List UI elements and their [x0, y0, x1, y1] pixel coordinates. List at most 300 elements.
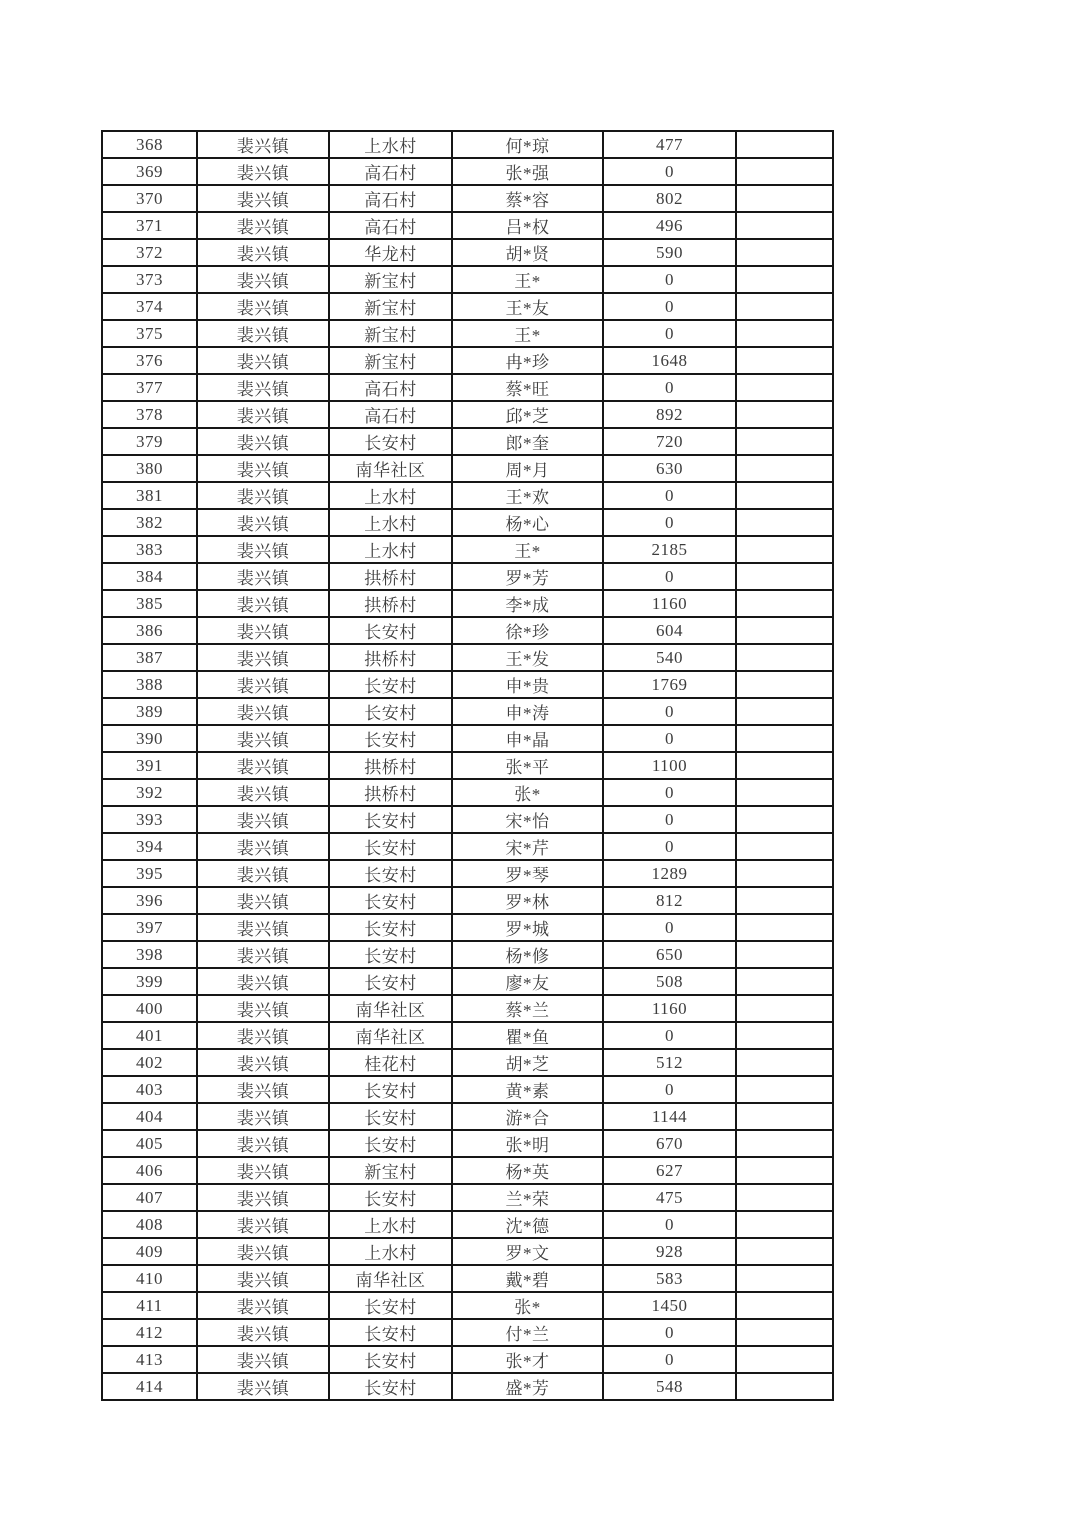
- cell-serial: 398: [102, 941, 197, 968]
- table-row: [102, 239, 833, 266]
- cell-amount: 0: [603, 833, 736, 860]
- cell-town: 裴兴镇: [197, 266, 329, 293]
- cell-serial: 393: [102, 806, 197, 833]
- cell-village: 华龙村: [329, 239, 452, 266]
- cell-town: 裴兴镇: [197, 671, 329, 698]
- cell-serial: 378: [102, 401, 197, 428]
- cell-serial: 407: [102, 1184, 197, 1211]
- cell-village: 上水村: [329, 482, 452, 509]
- cell-town: 裴兴镇: [197, 1292, 329, 1319]
- table-row: [102, 590, 833, 617]
- cell-town: 裴兴镇: [197, 455, 329, 482]
- cell-blank: [736, 833, 833, 860]
- cell-blank: [736, 1373, 833, 1400]
- cell-village: 长安村: [329, 671, 452, 698]
- cell-amount: 0: [603, 509, 736, 536]
- cell-village: 长安村: [329, 1346, 452, 1373]
- cell-village: 南华社区: [329, 1265, 452, 1292]
- cell-name: 张*才: [452, 1346, 603, 1373]
- cell-town: 裴兴镇: [197, 1130, 329, 1157]
- cell-amount: 1160: [603, 995, 736, 1022]
- cell-serial: 402: [102, 1049, 197, 1076]
- table-row: [102, 1130, 833, 1157]
- cell-blank: [736, 1076, 833, 1103]
- cell-blank: [736, 1184, 833, 1211]
- cell-blank: [736, 455, 833, 482]
- cell-serial: 405: [102, 1130, 197, 1157]
- cell-amount: 477: [603, 131, 736, 158]
- cell-town: 裴兴镇: [197, 590, 329, 617]
- cell-blank: [736, 266, 833, 293]
- cell-village: 长安村: [329, 617, 452, 644]
- cell-blank: [736, 158, 833, 185]
- cell-serial: 410: [102, 1265, 197, 1292]
- cell-town: 裴兴镇: [197, 833, 329, 860]
- cell-serial: 380: [102, 455, 197, 482]
- cell-amount: 0: [603, 725, 736, 752]
- table-row: [102, 1346, 833, 1373]
- cell-town: 裴兴镇: [197, 1211, 329, 1238]
- cell-name: 王*: [452, 536, 603, 563]
- table-row: [102, 374, 833, 401]
- cell-town: 裴兴镇: [197, 1373, 329, 1400]
- cell-blank: [736, 779, 833, 806]
- cell-blank: [736, 995, 833, 1022]
- cell-name: 申*涛: [452, 698, 603, 725]
- cell-serial: 379: [102, 428, 197, 455]
- cell-blank: [736, 590, 833, 617]
- cell-town: 裴兴镇: [197, 347, 329, 374]
- cell-town: 裴兴镇: [197, 1076, 329, 1103]
- cell-amount: 720: [603, 428, 736, 455]
- table-row: [102, 509, 833, 536]
- cell-amount: 1160: [603, 590, 736, 617]
- cell-village: 拱桥村: [329, 590, 452, 617]
- cell-village: 南华社区: [329, 1022, 452, 1049]
- cell-blank: [736, 1022, 833, 1049]
- cell-serial: 408: [102, 1211, 197, 1238]
- cell-name: 盛*芳: [452, 1373, 603, 1400]
- table-row: [102, 1022, 833, 1049]
- cell-amount: 583: [603, 1265, 736, 1292]
- cell-town: 裴兴镇: [197, 1022, 329, 1049]
- cell-town: 裴兴镇: [197, 779, 329, 806]
- cell-blank: [736, 725, 833, 752]
- table-row: [102, 131, 833, 158]
- cell-town: 裴兴镇: [197, 131, 329, 158]
- cell-village: 桂花村: [329, 1049, 452, 1076]
- cell-name: 宋*怡: [452, 806, 603, 833]
- cell-village: 新宝村: [329, 266, 452, 293]
- cell-town: 裴兴镇: [197, 887, 329, 914]
- cell-serial: 392: [102, 779, 197, 806]
- table-row: [102, 644, 833, 671]
- cell-serial: 388: [102, 671, 197, 698]
- table-row: [102, 941, 833, 968]
- cell-town: 裴兴镇: [197, 644, 329, 671]
- cell-serial: 372: [102, 239, 197, 266]
- cell-village: 长安村: [329, 968, 452, 995]
- cell-serial: 381: [102, 482, 197, 509]
- cell-town: 裴兴镇: [197, 1238, 329, 1265]
- cell-town: 裴兴镇: [197, 1346, 329, 1373]
- cell-serial: 409: [102, 1238, 197, 1265]
- cell-village: 上水村: [329, 131, 452, 158]
- cell-village: 新宝村: [329, 293, 452, 320]
- cell-amount: 496: [603, 212, 736, 239]
- cell-amount: 548: [603, 1373, 736, 1400]
- cell-amount: 0: [603, 1319, 736, 1346]
- cell-town: 裴兴镇: [197, 293, 329, 320]
- cell-serial: 397: [102, 914, 197, 941]
- cell-blank: [736, 806, 833, 833]
- cell-serial: 400: [102, 995, 197, 1022]
- cell-serial: 389: [102, 698, 197, 725]
- cell-amount: 1450: [603, 1292, 736, 1319]
- cell-amount: 475: [603, 1184, 736, 1211]
- cell-blank: [736, 1265, 833, 1292]
- table-row: [102, 1157, 833, 1184]
- cell-town: 裴兴镇: [197, 1184, 329, 1211]
- table-row: [102, 1184, 833, 1211]
- cell-name: 王*友: [452, 293, 603, 320]
- cell-village: 南华社区: [329, 995, 452, 1022]
- cell-name: 宋*芹: [452, 833, 603, 860]
- cell-serial: 391: [102, 752, 197, 779]
- cell-amount: 604: [603, 617, 736, 644]
- cell-blank: [736, 1346, 833, 1373]
- cell-name: 李*成: [452, 590, 603, 617]
- cell-name: 张*: [452, 1292, 603, 1319]
- cell-serial: 371: [102, 212, 197, 239]
- cell-village: 长安村: [329, 1184, 452, 1211]
- cell-serial: 370: [102, 185, 197, 212]
- cell-amount: 0: [603, 482, 736, 509]
- cell-name: 廖*友: [452, 968, 603, 995]
- cell-blank: [736, 752, 833, 779]
- cell-amount: 1648: [603, 347, 736, 374]
- cell-town: 裴兴镇: [197, 914, 329, 941]
- cell-town: 裴兴镇: [197, 806, 329, 833]
- cell-serial: 376: [102, 347, 197, 374]
- cell-town: 裴兴镇: [197, 509, 329, 536]
- cell-town: 裴兴镇: [197, 482, 329, 509]
- cell-blank: [736, 131, 833, 158]
- cell-town: 裴兴镇: [197, 320, 329, 347]
- table-row: [102, 158, 833, 185]
- cell-blank: [736, 347, 833, 374]
- cell-serial: 386: [102, 617, 197, 644]
- cell-amount: 2185: [603, 536, 736, 563]
- cell-village: 高石村: [329, 158, 452, 185]
- cell-town: 裴兴镇: [197, 212, 329, 239]
- cell-name: 张*强: [452, 158, 603, 185]
- cell-blank: [736, 536, 833, 563]
- cell-village: 长安村: [329, 941, 452, 968]
- table-row: [102, 887, 833, 914]
- cell-amount: 0: [603, 320, 736, 347]
- cell-amount: 1144: [603, 1103, 736, 1130]
- cell-serial: 374: [102, 293, 197, 320]
- cell-town: 裴兴镇: [197, 725, 329, 752]
- cell-amount: 512: [603, 1049, 736, 1076]
- cell-village: 高石村: [329, 374, 452, 401]
- table-row: [102, 671, 833, 698]
- cell-name: 申*贵: [452, 671, 603, 698]
- data-table: [101, 130, 834, 1401]
- cell-blank: [736, 428, 833, 455]
- cell-village: 上水村: [329, 1238, 452, 1265]
- table-row: [102, 1292, 833, 1319]
- cell-village: 长安村: [329, 914, 452, 941]
- table-row: [102, 1049, 833, 1076]
- table-row: [102, 914, 833, 941]
- cell-village: 长安村: [329, 833, 452, 860]
- cell-serial: 396: [102, 887, 197, 914]
- cell-town: 裴兴镇: [197, 941, 329, 968]
- cell-town: 裴兴镇: [197, 968, 329, 995]
- table-row: [102, 698, 833, 725]
- table-row: [102, 455, 833, 482]
- cell-amount: 0: [603, 266, 736, 293]
- cell-village: 新宝村: [329, 320, 452, 347]
- cell-amount: 0: [603, 1211, 736, 1238]
- cell-amount: 1769: [603, 671, 736, 698]
- cell-amount: 0: [603, 698, 736, 725]
- cell-name: 郎*奎: [452, 428, 603, 455]
- cell-amount: 802: [603, 185, 736, 212]
- table-row: [102, 968, 833, 995]
- cell-blank: [736, 293, 833, 320]
- cell-name: 何*琼: [452, 131, 603, 158]
- cell-amount: 590: [603, 239, 736, 266]
- cell-village: 长安村: [329, 1292, 452, 1319]
- cell-village: 长安村: [329, 1130, 452, 1157]
- cell-blank: [736, 1292, 833, 1319]
- cell-serial: 384: [102, 563, 197, 590]
- cell-town: 裴兴镇: [197, 752, 329, 779]
- cell-town: 裴兴镇: [197, 158, 329, 185]
- cell-blank: [736, 1238, 833, 1265]
- cell-name: 罗*琴: [452, 860, 603, 887]
- cell-amount: 0: [603, 1076, 736, 1103]
- cell-town: 裴兴镇: [197, 860, 329, 887]
- cell-serial: 375: [102, 320, 197, 347]
- cell-village: 高石村: [329, 185, 452, 212]
- cell-town: 裴兴镇: [197, 1319, 329, 1346]
- cell-town: 裴兴镇: [197, 617, 329, 644]
- cell-village: 南华社区: [329, 455, 452, 482]
- cell-name: 蔡*兰: [452, 995, 603, 1022]
- cell-name: 冉*珍: [452, 347, 603, 374]
- cell-name: 王*欢: [452, 482, 603, 509]
- cell-blank: [736, 671, 833, 698]
- cell-name: 杨*心: [452, 509, 603, 536]
- cell-village: 长安村: [329, 1373, 452, 1400]
- cell-amount: 508: [603, 968, 736, 995]
- cell-blank: [736, 239, 833, 266]
- table-row: [102, 482, 833, 509]
- table-row: [102, 806, 833, 833]
- cell-serial: 412: [102, 1319, 197, 1346]
- cell-name: 蔡*旺: [452, 374, 603, 401]
- cell-blank: [736, 374, 833, 401]
- cell-town: 裴兴镇: [197, 563, 329, 590]
- cell-amount: 650: [603, 941, 736, 968]
- cell-blank: [736, 617, 833, 644]
- cell-village: 高石村: [329, 212, 452, 239]
- cell-amount: 0: [603, 914, 736, 941]
- cell-village: 拱桥村: [329, 752, 452, 779]
- cell-village: 长安村: [329, 698, 452, 725]
- table-row: [102, 1319, 833, 1346]
- cell-name: 黄*素: [452, 1076, 603, 1103]
- cell-name: 张*平: [452, 752, 603, 779]
- cell-serial: 377: [102, 374, 197, 401]
- table-row: [102, 1103, 833, 1130]
- cell-name: 付*兰: [452, 1319, 603, 1346]
- cell-serial: 390: [102, 725, 197, 752]
- cell-blank: [736, 1130, 833, 1157]
- cell-town: 裴兴镇: [197, 185, 329, 212]
- cell-village: 长安村: [329, 860, 452, 887]
- cell-amount: 670: [603, 1130, 736, 1157]
- cell-town: 裴兴镇: [197, 1265, 329, 1292]
- cell-name: 戴*碧: [452, 1265, 603, 1292]
- cell-town: 裴兴镇: [197, 698, 329, 725]
- cell-serial: 395: [102, 860, 197, 887]
- cell-blank: [736, 860, 833, 887]
- cell-blank: [736, 509, 833, 536]
- cell-name: 罗*林: [452, 887, 603, 914]
- cell-serial: 369: [102, 158, 197, 185]
- table-row: [102, 212, 833, 239]
- cell-town: 裴兴镇: [197, 1157, 329, 1184]
- cell-blank: [736, 320, 833, 347]
- cell-amount: 540: [603, 644, 736, 671]
- cell-village: 长安村: [329, 1076, 452, 1103]
- cell-name: 罗*城: [452, 914, 603, 941]
- cell-serial: 401: [102, 1022, 197, 1049]
- cell-village: 长安村: [329, 887, 452, 914]
- cell-blank: [736, 563, 833, 590]
- table-row: [102, 617, 833, 644]
- cell-amount: 630: [603, 455, 736, 482]
- cell-name: 蔡*容: [452, 185, 603, 212]
- cell-village: 拱桥村: [329, 779, 452, 806]
- cell-village: 上水村: [329, 509, 452, 536]
- cell-name: 徐*珍: [452, 617, 603, 644]
- table-row: [102, 266, 833, 293]
- table-row: [102, 725, 833, 752]
- cell-name: 周*月: [452, 455, 603, 482]
- cell-amount: 892: [603, 401, 736, 428]
- cell-town: 裴兴镇: [197, 374, 329, 401]
- cell-name: 罗*文: [452, 1238, 603, 1265]
- table-row: [102, 833, 833, 860]
- cell-blank: [736, 644, 833, 671]
- cell-blank: [736, 1103, 833, 1130]
- cell-village: 长安村: [329, 1103, 452, 1130]
- cell-serial: 385: [102, 590, 197, 617]
- cell-serial: 394: [102, 833, 197, 860]
- cell-village: 长安村: [329, 725, 452, 752]
- cell-serial: 368: [102, 131, 197, 158]
- cell-blank: [736, 1049, 833, 1076]
- cell-village: 长安村: [329, 428, 452, 455]
- table-row: [102, 995, 833, 1022]
- cell-name: 张*: [452, 779, 603, 806]
- cell-serial: 411: [102, 1292, 197, 1319]
- cell-name: 游*合: [452, 1103, 603, 1130]
- cell-amount: 0: [603, 1022, 736, 1049]
- cell-serial: 404: [102, 1103, 197, 1130]
- cell-village: 新宝村: [329, 347, 452, 374]
- table-row: [102, 347, 833, 374]
- cell-village: 上水村: [329, 536, 452, 563]
- table-row: [102, 1265, 833, 1292]
- cell-blank: [736, 1319, 833, 1346]
- cell-town: 裴兴镇: [197, 428, 329, 455]
- cell-name: 胡*贤: [452, 239, 603, 266]
- cell-name: 吕*权: [452, 212, 603, 239]
- cell-town: 裴兴镇: [197, 401, 329, 428]
- cell-name: 张*明: [452, 1130, 603, 1157]
- cell-blank: [736, 698, 833, 725]
- table-row: [102, 779, 833, 806]
- cell-town: 裴兴镇: [197, 1103, 329, 1130]
- cell-amount: 0: [603, 293, 736, 320]
- cell-village: 高石村: [329, 401, 452, 428]
- table-row: [102, 752, 833, 779]
- cell-amount: 0: [603, 374, 736, 401]
- cell-serial: 373: [102, 266, 197, 293]
- cell-village: 长安村: [329, 1319, 452, 1346]
- cell-town: 裴兴镇: [197, 1049, 329, 1076]
- cell-name: 王*: [452, 266, 603, 293]
- cell-amount: 0: [603, 779, 736, 806]
- table-row: [102, 563, 833, 590]
- cell-name: 胡*芝: [452, 1049, 603, 1076]
- table-row: [102, 536, 833, 563]
- cell-blank: [736, 482, 833, 509]
- cell-blank: [736, 1157, 833, 1184]
- table-row: [102, 320, 833, 347]
- cell-serial: 382: [102, 509, 197, 536]
- cell-name: 兰*荣: [452, 1184, 603, 1211]
- cell-amount: 0: [603, 1346, 736, 1373]
- table-row: [102, 185, 833, 212]
- table-row: [102, 293, 833, 320]
- cell-name: 王*: [452, 320, 603, 347]
- table-row: [102, 1373, 833, 1400]
- cell-amount: 0: [603, 158, 736, 185]
- cell-name: 杨*修: [452, 941, 603, 968]
- table-row: [102, 1238, 833, 1265]
- cell-town: 裴兴镇: [197, 239, 329, 266]
- cell-blank: [736, 185, 833, 212]
- cell-name: 邱*芝: [452, 401, 603, 428]
- cell-village: 新宝村: [329, 1157, 452, 1184]
- cell-blank: [736, 212, 833, 239]
- cell-serial: 406: [102, 1157, 197, 1184]
- cell-amount: 1289: [603, 860, 736, 887]
- cell-serial: 413: [102, 1346, 197, 1373]
- cell-amount: 928: [603, 1238, 736, 1265]
- cell-serial: 403: [102, 1076, 197, 1103]
- cell-name: 罗*芳: [452, 563, 603, 590]
- cell-amount: 0: [603, 806, 736, 833]
